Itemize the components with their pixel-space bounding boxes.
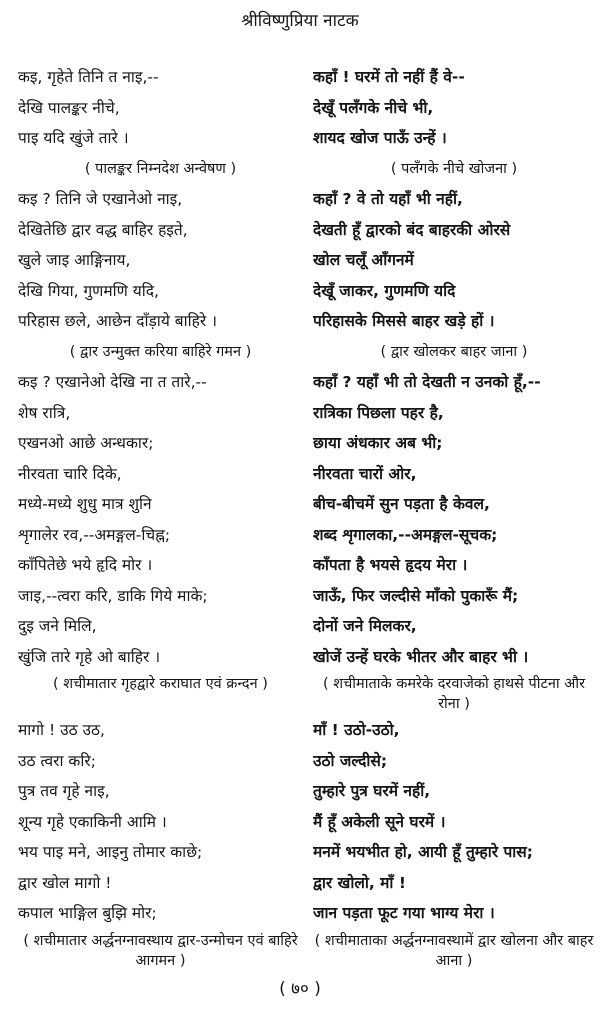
left-column-bengali — [18, 62, 303, 972]
verse-line: परिहासके मिससे बाहर खड़े हों । — [313, 312, 495, 330]
verse-line: देखूँ जाकर, गुणमणि यदि — [313, 281, 456, 300]
verse-line: खोजें उन्हें घरके भीतर और बाहर भी । — [313, 647, 529, 666]
verse-line: मागो ! उठ उठ, — [18, 721, 105, 739]
stage-direction: ( शचीमातार अर्द्धनग्नावस्थाय द्वार-उन्मोचन एवं बाहिरे आगमन ) — [23, 932, 298, 969]
stage-direction: ( शचीमाताका अर्द्धनग्नावस्थामें द्वार खोलना और बाहर आना ) — [314, 932, 594, 969]
verse-line: दोनों जने मिलकर, — [313, 617, 417, 635]
verse-line: मनमें भयभीत हो, आयी हूँ तुम्हारे पास; — [313, 843, 533, 861]
stage-direction: ( द्वार उन्मुक्त करिया बाहिरे गमन ) — [69, 343, 252, 360]
verse-line: देखि पालङ्कर नीचे, — [18, 98, 120, 117]
verse-line: कइ ? एखानेओ देखि ना त तारे,-- — [18, 373, 207, 391]
verse-line: शेष रात्रि, — [18, 403, 71, 422]
verse-line: परिहास छले, आछेन दाँड़ाये बाहिरे । — [18, 312, 217, 330]
verse-line: रात्रिका पिछला पहर है, — [313, 403, 444, 422]
verse-line: काँपितेछे भये हृदि मोर । — [18, 556, 153, 574]
verse-line: दुइ जने मिलि, — [18, 617, 97, 635]
right-column-hindi — [313, 62, 595, 972]
verse-line: पुत्र तव गृहे नाइ, — [18, 782, 110, 800]
verse-line: शून्य गृहे एकाकिनी आमि । — [18, 812, 167, 831]
verse-line: जाइ,--त्वरा करि, डाकि गिये माके; — [18, 586, 208, 605]
verse-line: देखि गिया, गुणमणि यदि, — [18, 281, 159, 300]
verse-line: पाइ यदि खुंजे तारे । — [18, 129, 129, 147]
verse-line: तुम्हारे पुत्र घरमें नहीं, — [313, 782, 431, 800]
verse-line: कपाल भाङ्गिल बुझि मोर; — [18, 904, 157, 922]
verse-line: द्वार खोलो, माँ ! — [313, 873, 406, 892]
verse-line: जाऊँ, फिर जल्दीसे माँको पुकारूँ मैं; — [313, 586, 519, 605]
verse-line: माँ ! उठो-उठो, — [313, 721, 400, 739]
verse-line: मैं हूँ अकेली सूने घरमें । — [313, 812, 446, 831]
verse-line: शब्द शृगालका,--अमङ्गल-सूचक; — [313, 525, 498, 544]
verse-line: जान पड़ता फूट गया भाग्य मेरा । — [313, 904, 495, 922]
verse-line: कइ, गृहेते तिनि त नाइ,-- — [18, 68, 159, 86]
verse-line: द्वार खोल मागो ! — [18, 873, 112, 892]
page-header: श्रीविष्णुप्रिया नाटक — [241, 11, 359, 31]
verse-line: शायद खोज पाऊँ उन्हें । — [313, 129, 447, 147]
verse-line: देखूँ पलँगके नीचे भी, — [313, 98, 434, 117]
verse-line: उठ त्वरा करि; — [18, 751, 96, 770]
verse-line: मध्ये-मध्ये शुधु मात्र शुनि — [18, 495, 152, 513]
verse-line: बीच-बीचमें सुन पड़ता है केवल, — [313, 495, 490, 513]
verse-line: छाया अंधकार अब भी; — [313, 434, 443, 452]
verse-line: देखितेछि द्वार वद्ध बाहिर हइते, — [18, 220, 188, 239]
verse-line: कइ ? तिनि जे एखानेओ नाइ, — [18, 190, 183, 208]
stage-direction: ( पालङ्कर निम्नदेश अन्वेषण ) — [84, 160, 237, 177]
verse-line: नीरवता चारों ओर, — [313, 464, 417, 483]
stage-direction: ( द्वार खोलकर बाहर जाना ) — [380, 343, 528, 360]
verse-line: कहाँ ? यहाँ भी तो देखती न उनको हूँ,-- — [313, 373, 541, 391]
verse-line: एखनओ आछे अन्धकार; — [18, 434, 154, 452]
verse-line: भय पाइ मने, आइनु तोमार काछे; — [18, 843, 203, 861]
stage-direction: ( शचीमाताके कमरेके दरवाजेको हाथसे पीटना और रोना ) — [322, 676, 586, 712]
verse-line: खोल चलूँ आँगनमें — [313, 251, 414, 269]
page-number: ( ७० ) — [279, 979, 321, 999]
verse-line: कहाँ ! घरमें तो नहीं हैं वे-- — [313, 68, 465, 86]
verse-line: उठो जल्दीसे; — [313, 751, 388, 770]
verse-line: काँपता है भयसे हृदय मेरा । — [313, 556, 468, 574]
stage-direction: ( पलँगके नीचे खोजना ) — [390, 160, 518, 177]
verse-line: शृगालेर रव,--अमङ्गल-चिह्न; — [18, 525, 171, 544]
verse-line: खुले जाइ आङ्गिनाय, — [18, 251, 131, 269]
verse-line: कहाँ ? वे तो यहाँ भी नहीं, — [313, 190, 463, 208]
verse-line: देखती हूँ द्वारको बंद बाहरकी ओरसे — [313, 220, 511, 239]
verse-line: खुंजि तारे गृहे ओ बाहिर । — [18, 647, 161, 666]
stage-direction: ( शचीमातार गृहद्वारे कराघात एवं क्रन्दन ) — [53, 676, 268, 692]
verse-line: नीरवता चारि दिके, — [18, 464, 122, 483]
